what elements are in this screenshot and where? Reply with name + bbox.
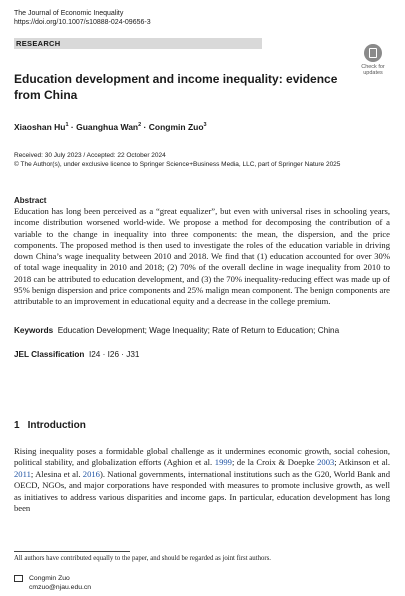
received-dates: Received: 30 July 2023 / Accepted: 22 October 2024 bbox=[14, 152, 166, 159]
intro-text: ; de la Croix & Doepke bbox=[231, 457, 318, 468]
intro-text: ; Alesina et al. bbox=[30, 468, 83, 479]
citation-link[interactable]: 1999 bbox=[214, 457, 232, 468]
author-affiliation: 1 bbox=[65, 122, 69, 129]
citation-link[interactable]: 2003 bbox=[317, 457, 335, 468]
intro-text: Rising inequality poses a formidable global challenge as it undermines economic growth, social cohesion, political stability, and globalization efforts (Aghion et al. bbox=[14, 446, 390, 468]
journal-name: The Journal of Economic Inequality bbox=[14, 10, 124, 17]
keywords-label: Keywords bbox=[14, 326, 54, 335]
citation-link[interactable]: 2016 bbox=[82, 468, 100, 479]
footnote-divider bbox=[14, 551, 130, 552]
keywords bbox=[14, 326, 339, 335]
jel-codes: I24 · I26 · J31 bbox=[88, 350, 140, 359]
section-title: Introduction bbox=[27, 420, 86, 431]
author-affiliation: 2 bbox=[138, 122, 142, 129]
abstract-text: Education has long been perceived as a “great equalizer”, but even with universal rises in schooling years, income distribution worsened world-wide. We propose a method for decomposing the contribution of a variable to the change in inequality into three components: the mean, the dispersion, and the price components. The proposed method is then used to investigate the roles of the education variable in driving down China’s wage inequality between 2010 and 2018. We find that (1) education accounted for over 30% of total wage inequality in 2010 and 2018; (2) 70% of the overall decline in wage inequality from 2010 to 2018 can be attributed to education development, and (3) the 70% inequality-reducing effect was made up of 95% benign dispersion and price components and 25% malign mean component. The benign components are attributable to an improvement in educational equity and a decrease in the college premium. bbox=[14, 206, 390, 307]
bookmark-icon bbox=[364, 44, 382, 62]
jel-classification bbox=[14, 350, 139, 359]
check-for-updates-label: Check for updates bbox=[361, 64, 385, 76]
intro-paragraph bbox=[14, 446, 390, 514]
envelope-icon bbox=[14, 575, 23, 582]
author-list: Xiaoshan $Hu^1$ · Guanghua Wan$^2$ · Congmin Zuo$^3$ bbox=[14, 122, 207, 132]
section-heading bbox=[14, 420, 86, 431]
article-title: Education development and income inequality: evidence from China bbox=[14, 72, 338, 102]
author-affiliation: 3 bbox=[203, 122, 207, 129]
section-number: 1 bbox=[14, 420, 20, 431]
contact-name: Congmin Zuo bbox=[29, 575, 70, 582]
intro-text: ; Atkinson et al. bbox=[334, 457, 390, 468]
jel-label: JEL Classification bbox=[14, 350, 85, 359]
check-for-updates-badge[interactable] bbox=[356, 44, 390, 78]
intro-text: ). National governments, international institutions such as the G20, World Bank and OECD, NGOs, and major corporations have responded with measures to promote inclusive growth, as well as initiatives to address various disparities and income gaps. In particular, education development has long been bbox=[14, 468, 390, 514]
author-name[interactable]: Congmin Zuo bbox=[148, 122, 204, 132]
abstract-heading: Abstract bbox=[14, 196, 47, 205]
contact-email[interactable]: cmzuo@njau.edu.cn bbox=[29, 584, 92, 591]
citation-link[interactable]: 2011 bbox=[14, 468, 31, 479]
author-name[interactable]: Xiaoshan Hu bbox=[14, 122, 66, 132]
keywords-text: Education Development; Wage Inequality; Rate of Return to Education; China bbox=[57, 326, 340, 335]
footnote: All authors have contributed equally to the paper, and should be regarded as joint first authors. bbox=[14, 555, 271, 562]
doi-link[interactable]: https://doi.org/10.1007/s10888-024-09656-3 bbox=[14, 19, 151, 26]
section-label: RESEARCH bbox=[14, 38, 262, 49]
author-name[interactable]: Guanghua Wan bbox=[76, 122, 139, 132]
corresponding-author bbox=[14, 574, 91, 592]
copyright-notice: © The Author(s), under exclusive licence to Springer Science+Business Media, LLC, part of Springer Nature 2025 bbox=[14, 161, 341, 168]
